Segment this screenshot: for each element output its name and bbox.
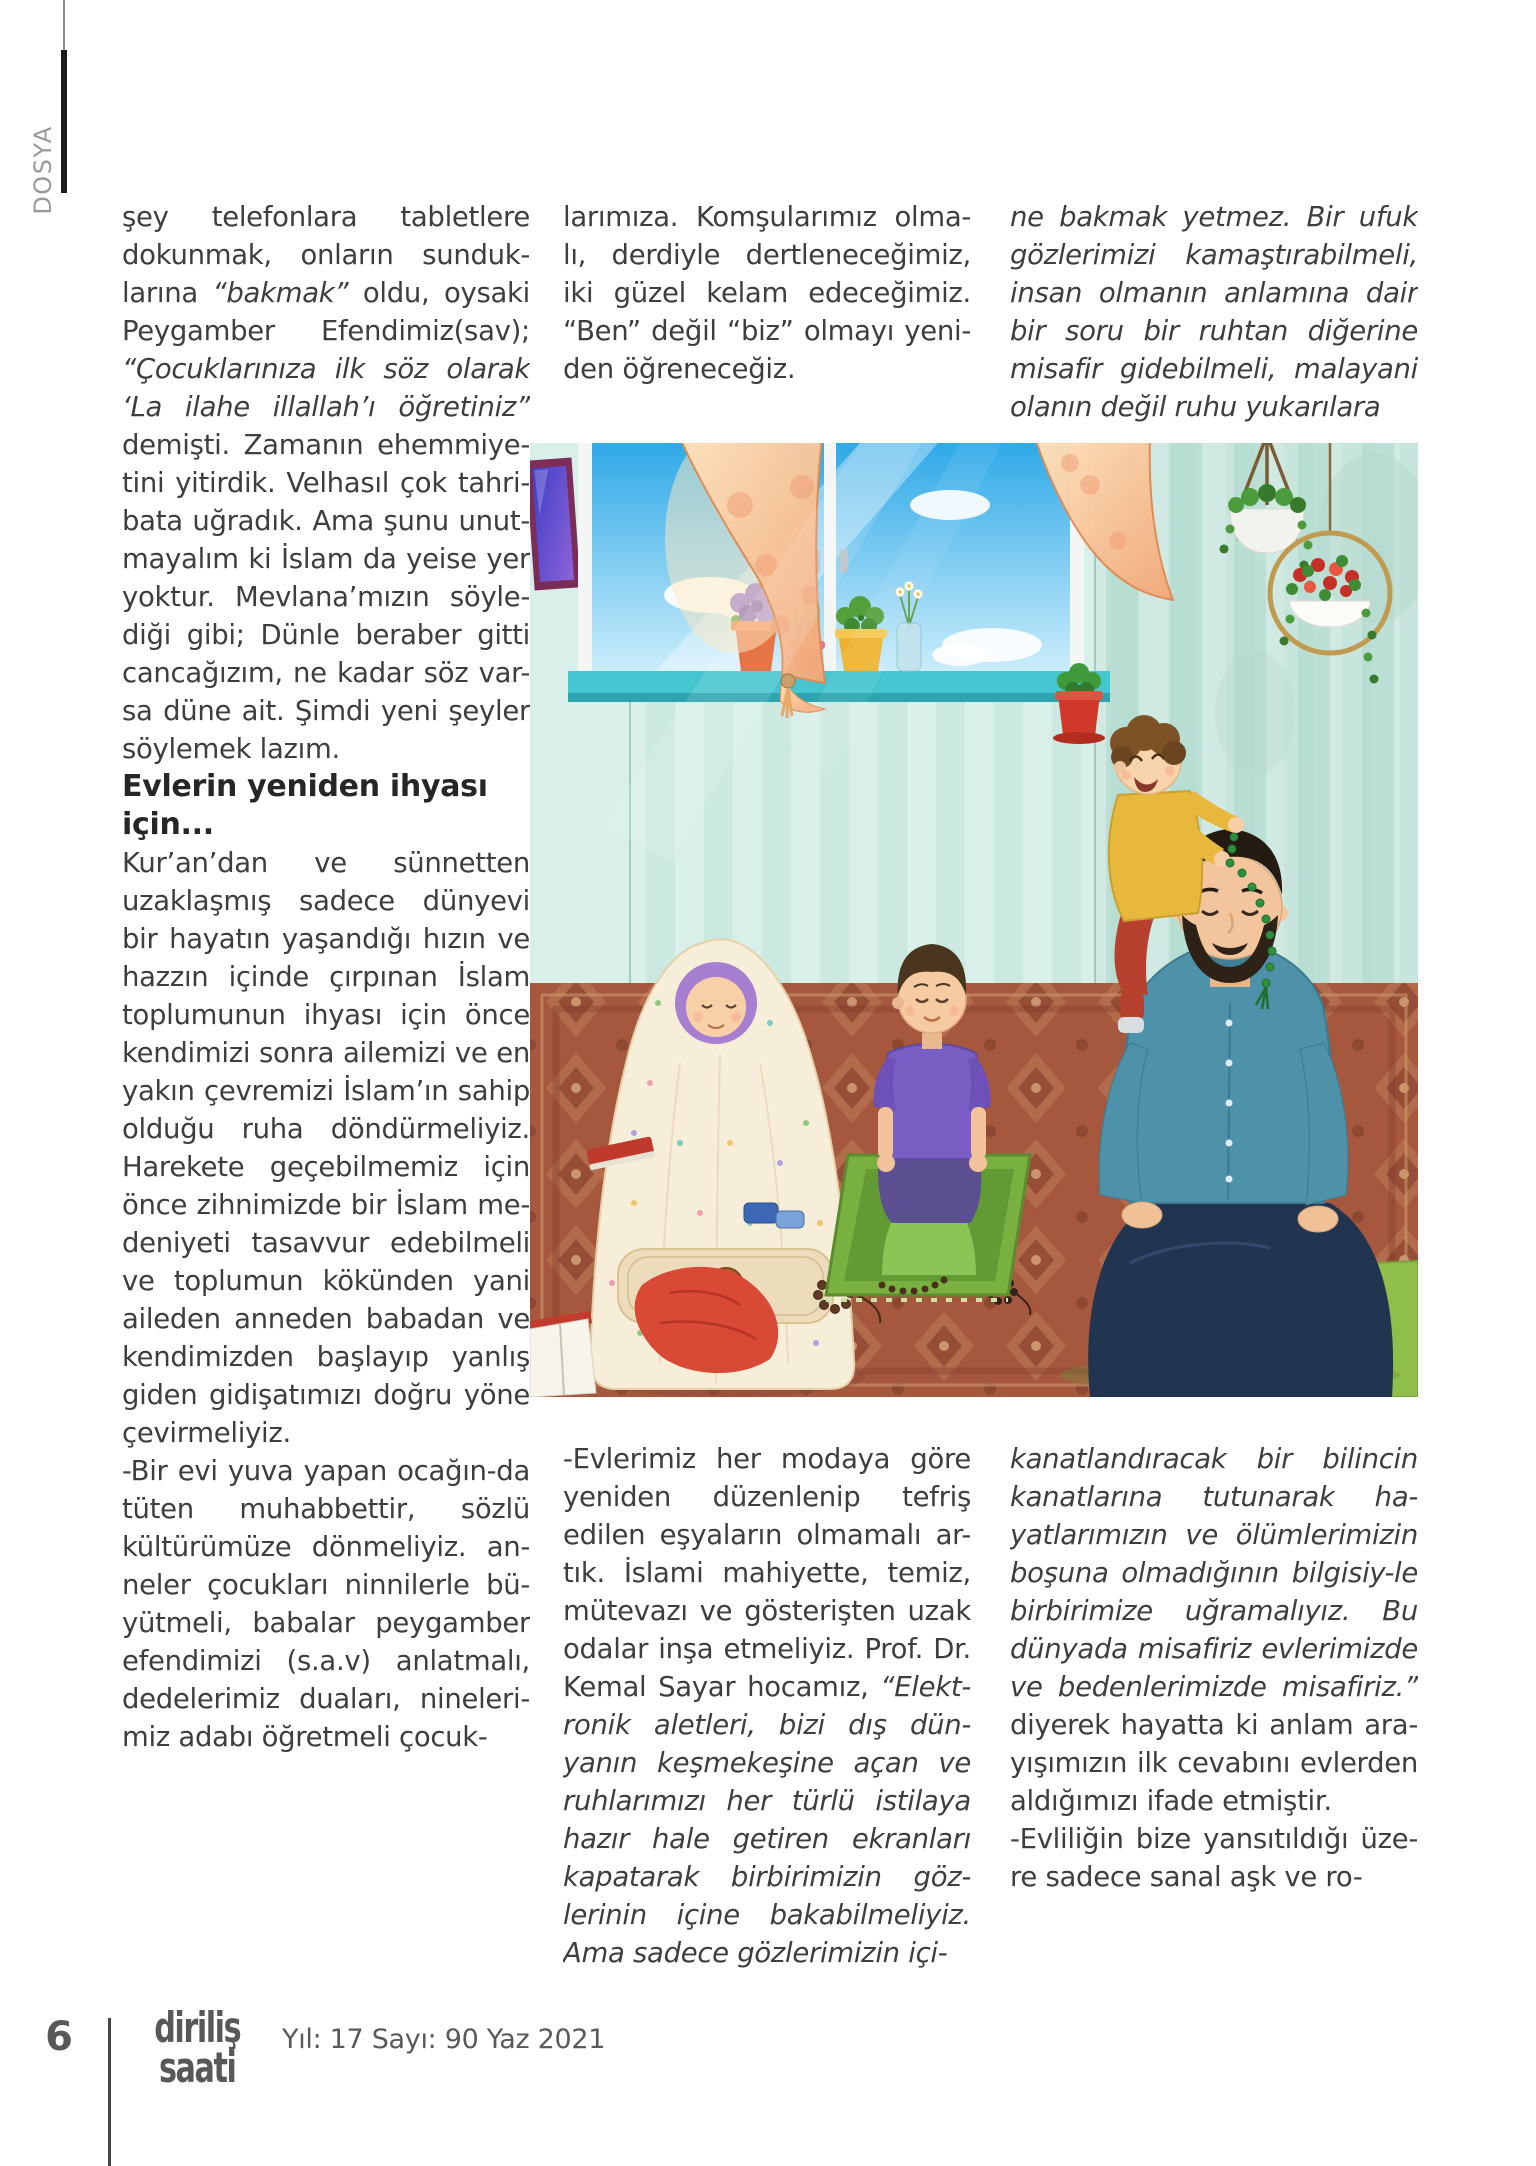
sidebar-rule-thin xyxy=(63,0,65,50)
text-column-3-top xyxy=(1010,198,1418,442)
text-column-2-top xyxy=(563,198,971,438)
paragraph: -Bir evi yuva yapan ocağın-da tüten muhabbettir, sözlü kültürümüze dönmeliyiz. an-neler çocukları ninnilerle bü-yütmeli, babalar peygamber efendimizi (s.a.v) anlatmalı, dedelerimiz duaları, nineleri-miz adabı öğretmeli çocuk- xyxy=(122,1455,530,1753)
footer-rule xyxy=(108,2018,111,2166)
paragraph: kanatlandıracak bir bilincin kanatlarına tutunarak ha-yatlarımızın ve ölümlerimizin boşuna olmadığının bilgisiy-le birbirimize uğramalıyız. Bu dünyada misafiriz evlerimizde ve bedenlerimizde misafiriz.” diyerek hayatta ki anlam ara-yışımızın ilk cevabını evlerden aldığımızı ifade etmiştir. xyxy=(1010,1443,1418,1817)
paragraph: ne bakmak yetmez. Bir ufuk gözlerimizi kamaştırabilmeli, insan olmanın anlamına dair bir soru bir ruhtan diğerine misafir gidebilmeli, malayani olanın değil ruhu yukarılara xyxy=(1010,201,1418,423)
page-number: 6 xyxy=(45,2014,73,2060)
section-label-dosya: DOSYA xyxy=(29,125,57,215)
paragraph: Kur’an’dan ve sünnetten uzaklaşmış sadece dünyevi bir hayatın yaşandığı hızın ve hazzın içinde çırpınan İslam toplumunun ihyası için önce kendimizi sonra ailemizi ve en yakın çevremizi İslam’ın sahip olduğu ruha döndürmeliyiz. Harekete geçebilmemiz için önce zihnimizde bir İslam me-deniyeti tasavvur edebilmeli ve toplumun kökünden yani aileden anneden babadan ve kendimizden başlayıp yanlış giden gidişatımızı doğru yöne çevirmeliyiz. xyxy=(122,847,530,1449)
text-column-1 xyxy=(122,198,530,1966)
section-heading: Evlerin yeniden ihyası için... xyxy=(122,769,488,842)
logo-line-1: diriliş xyxy=(154,2003,241,2052)
paragraph: larımıza. Komşularımız olma-lı, derdiyle dertleneceğimiz, iki güzel kelam edeceğimiz. “Ben” değil “biz” olmayı yeni-den öğreneceğiz. xyxy=(563,201,971,385)
issue-info: Yıl: 17 Sayı: 90 Yaz 2021 xyxy=(282,2024,606,2055)
logo-line-2: saati xyxy=(158,2043,236,2092)
paragraph: şey telefonlara tabletlere dokunmak, onların sunduk-larına “bakmak” oldu, oysaki Peygamber Efendimiz(sav); “Çocuklarınıza ilk söz olarak ‘La ilahe illallah’ı öğretiniz” demişti. Zamanın ehemmiye-tini yitirdik. Velhasıl çok tahri-bata uğradık. Ama şunu unut-mayalım ki İslam da yeise yer yoktur. Mevlana’mızın söyle-diği gibi; Dünle beraber gitti cancağızım, ne kadar söz var-sa düne ait. Şimdi yeni şeyler söylemek lazım. xyxy=(122,201,530,765)
text-column-3-bottom xyxy=(1010,1440,1418,1980)
open-book xyxy=(530,1311,596,1397)
paragraph: -Evlerimiz her modaya göre yeniden düzenlenip tefriş edilen eşyaların olmamalı ar-tık. İslami mahiyette, temiz, mütevazı ve gösterişten uzak odalar inşa etmeliyiz. Prof. Dr. Kemal Sayar hocamız, “Elekt-ronik aletleri, bizi dış dün-yanın keşmekeşine açan ve ruhlarımızı her türlü istilaya hazır hale getiren ekranları kapatarak birbirimizin göz-lerinin içine bakabilmeliyiz. Ama sadece gözlerimizin içi- xyxy=(563,1443,971,1969)
magazine-logo xyxy=(136,2003,258,2092)
sidebar-rule-thick xyxy=(61,50,67,193)
family-prayer-illustration xyxy=(530,443,1418,1397)
paragraph: -Evliliğin bize yansıtıldığı üze-re sadece sanal aşk ve ro- xyxy=(1010,1823,1418,1893)
text-column-2-bottom xyxy=(563,1440,971,1980)
